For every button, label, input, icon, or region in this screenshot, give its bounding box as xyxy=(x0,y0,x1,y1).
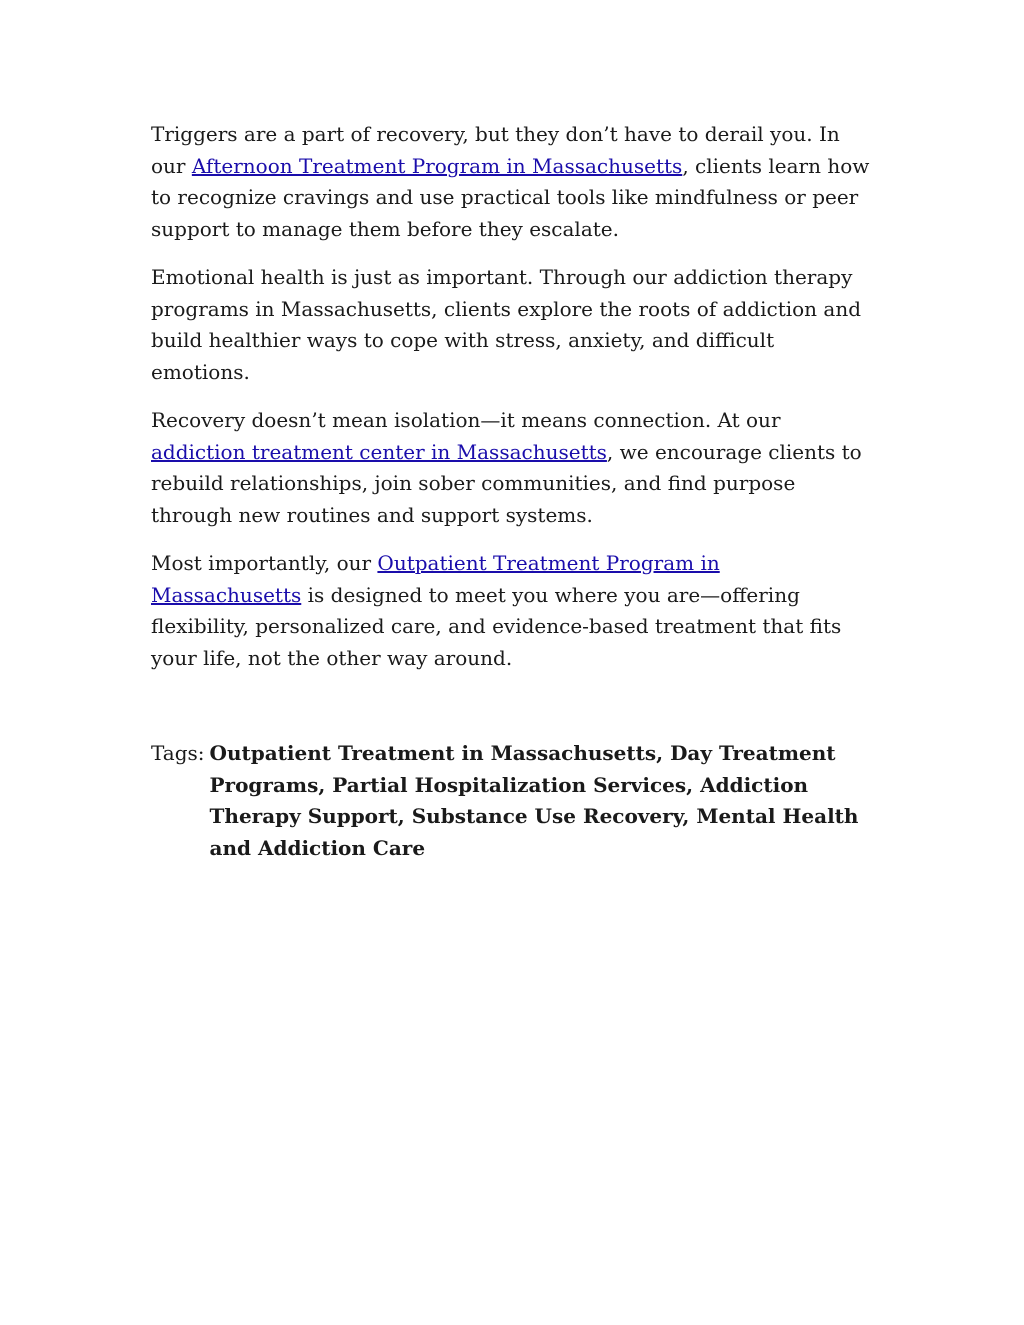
tags-label: Tags: xyxy=(151,741,205,765)
paragraph-text: Triggers are a part of recovery, but they don’t have to derail you. In our xyxy=(151,122,840,178)
paragraph-text: Recovery doesn’t mean isolation—it means connection. At our xyxy=(151,408,781,432)
afternoon-program-link[interactable]: Afternoon Treatment Program in Massachusetts xyxy=(191,153,683,178)
outpatient-program-link[interactable]: Outpatient Treatment Program in Massachusetts xyxy=(151,551,720,607)
document-page xyxy=(151,119,876,864)
tags-section xyxy=(151,738,876,864)
tags-list: Outpatient Treatment in Massachusetts, Day Treatment Programs, Partial Hospitalization Services, Addiction Therapy Support, Substance Use Recovery, Mental Health and Addiction Care xyxy=(209,741,859,860)
paragraph-text: , we encourage clients to rebuild relationships, join sober communities, and find purpose through new routines and support systems. xyxy=(151,439,862,527)
paragraph-connection xyxy=(151,405,876,531)
paragraph-text: is designed to meet you where you are—offering flexibility, personalized care, and evidence-based treatment that fits your life, not the other way around. xyxy=(151,582,842,670)
paragraph-triggers xyxy=(151,119,876,245)
paragraph-text: , clients learn how to recognize cravings and use practical tools like mindfulness or peer support to manage them before they escalate. xyxy=(151,153,870,241)
treatment-center-link[interactable]: addiction treatment center in Massachusetts xyxy=(151,439,607,464)
paragraph-emotional-health xyxy=(151,262,876,388)
paragraph-text: Emotional health is just as important. Through our addiction therapy programs in Massachusetts, clients explore the roots of addiction and build healthier ways to cope with stress, anxiety, and difficult emotions. xyxy=(151,265,862,384)
paragraph-text: Most importantly, our xyxy=(151,551,378,575)
paragraph-outpatient xyxy=(151,548,876,674)
